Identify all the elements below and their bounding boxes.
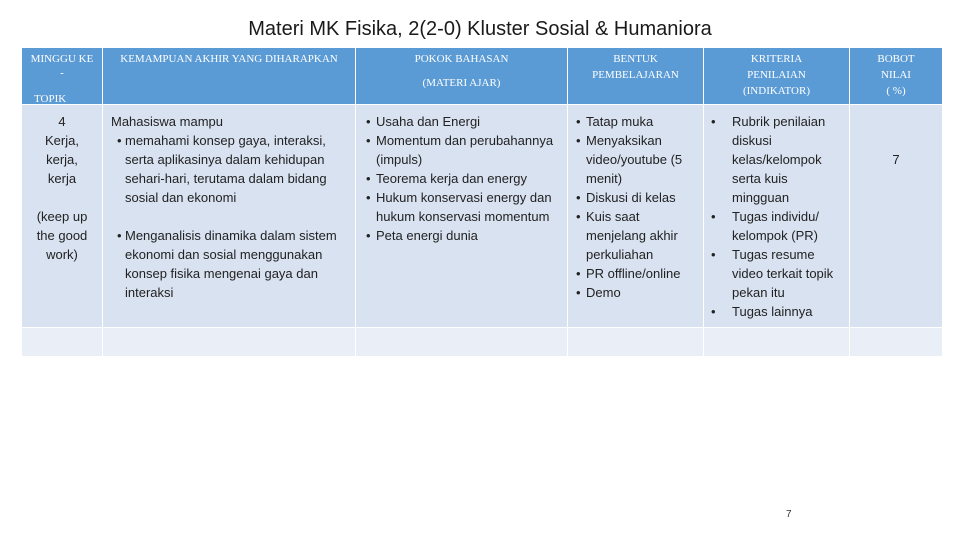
list-item: • Tatap muka: [572, 112, 699, 131]
header-subject-matter-label: POKOK BAHASAN: [414, 53, 509, 65]
cell-subject-matter: [356, 105, 568, 328]
list-item: • Peta energi dunia: [362, 226, 559, 245]
header-weight-line1: BOBOT: [877, 53, 915, 65]
header-topic-label: TOPIK: [34, 93, 67, 105]
header-criteria-line3: (INDIKATOR): [742, 85, 810, 97]
empty-cell: [704, 328, 850, 357]
cell-assessment-criteria: [704, 105, 850, 328]
header-weight-line2: NILAI: [881, 69, 911, 81]
list-item: • Tugas resume video terkait topik pekan itu: [704, 245, 841, 302]
slide-title: Materi MK Fisika, 2(2-0) Kluster Sosial & Humaniora: [248, 18, 712, 40]
list-item: • Kuis saat menjelang akhir perkuliahan: [572, 207, 699, 264]
header-criteria-line1: KRITERIA: [750, 53, 803, 65]
header-learning-form-line2: PEMBELAJARAN: [592, 69, 679, 81]
header-subject-matter: [356, 48, 568, 105]
header-learning-outcome: [103, 48, 356, 105]
empty-cell: [22, 328, 103, 357]
header-learning-form: [568, 48, 704, 105]
list-item: • PR offline/online: [572, 264, 699, 283]
list-item: • Teorema kerja dan energy: [362, 169, 559, 188]
empty-cell: [356, 328, 568, 357]
list-item: • Diskusi di kelas: [572, 188, 699, 207]
header-week-label: MINGGU KE: [30, 53, 94, 65]
list-item: • Tugas individu/ kelompok (PR): [704, 207, 841, 245]
header-criteria-line2: PENILAIAN: [747, 69, 806, 81]
list-item: • Menyaksikan video/youtube (5 menit): [572, 131, 699, 188]
list-item: • memahami konsep gaya, interaksi, serta aplikasinya dalam kehidupan sehari-hari, terutama dalam bidang sosial dan ekonomi: [113, 131, 345, 207]
table-header-row: [22, 48, 943, 105]
list-item: • Hukum konservasi energy dan hukum konservasi momentum: [362, 188, 559, 226]
page-number: 7: [786, 509, 792, 520]
list-item: • Demo: [572, 283, 699, 302]
header-subject-matter-sub: (MATERI AJAR): [422, 77, 501, 89]
week-line: Kerja,: [45, 133, 79, 148]
list-item: • Menganalisis dinamika dalam sistem ekonomi dan sosial menggunakan konsep fisika mengenai gaya dan interaksi: [113, 226, 345, 302]
empty-cell: [103, 328, 356, 357]
header-weight: [850, 48, 943, 105]
weight-value: 7: [892, 152, 900, 167]
header-assessment-criteria: [704, 48, 850, 105]
header-learning-form-line1: BENTUK: [613, 53, 658, 65]
learning-outcome-intro: Mahasiswa mampu: [111, 114, 223, 129]
cell-weight: [850, 105, 943, 328]
course-material-table: [21, 47, 943, 357]
header-week-topic: [22, 48, 103, 105]
week-line: the good: [36, 228, 88, 243]
week-line: 4: [58, 114, 66, 129]
list-item: • Tugas lainnya: [704, 302, 841, 321]
week-line: [22, 188, 102, 207]
cell-learning-outcome: [103, 105, 356, 328]
week-line: kerja,: [46, 152, 78, 167]
empty-cell: [850, 328, 943, 357]
week-line: (keep up: [36, 209, 88, 224]
cell-learning-form: [568, 105, 704, 328]
table-row-empty: [22, 328, 943, 357]
header-weight-line3: ( %): [886, 85, 906, 97]
header-learning-outcome-label: KEMAMPUAN AKHIR YANG DIHARAPKAN: [120, 53, 338, 65]
list-item: • Usaha dan Energi: [362, 112, 559, 131]
header-week-separator: -: [60, 67, 64, 79]
list-item: • Momentum dan perubahannya (impuls): [362, 131, 559, 169]
table-row: [22, 105, 943, 328]
week-line: kerja: [47, 171, 77, 186]
week-line: work): [46, 247, 78, 262]
cell-week-topic: [22, 105, 103, 328]
list-item: • Rubrik penilaian diskusi kelas/kelompok serta kuis mingguan: [704, 112, 841, 207]
empty-cell: [568, 328, 704, 357]
